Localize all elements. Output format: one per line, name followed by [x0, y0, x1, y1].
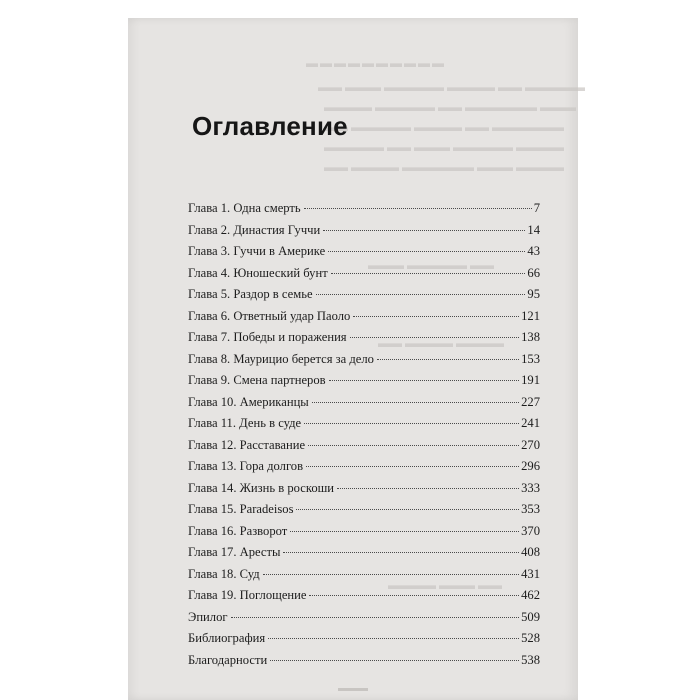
dot-leader	[263, 574, 519, 575]
table-of-contents	[188, 198, 540, 671]
toc-entry-page-number: 528	[521, 631, 540, 645]
dot-leader	[312, 402, 519, 403]
toc-entry-title: Глава 16. Разворот	[188, 523, 288, 538]
toc-entry-page-number: 43	[527, 244, 540, 258]
toc-entry-title: Глава 4. Юношеский бунт	[188, 265, 328, 280]
dot-leader	[353, 316, 519, 317]
toc-entry-title: Глава 10. Американцы	[188, 394, 309, 409]
toc-entry-title: Глава 7. Победы и поражения	[188, 330, 347, 344]
toc-entry-page-number: 333	[521, 480, 540, 495]
toc-entry-page-number: 138	[521, 330, 540, 344]
toc-entry	[188, 284, 540, 306]
toc-entry-title: Глава 13. Гора долгов	[188, 459, 304, 473]
toc-entry-title: Глава 9. Смена партнеров	[188, 373, 326, 387]
toc-entry	[188, 220, 540, 242]
toc-entry-page-number: 14	[527, 222, 540, 237]
dot-leader	[331, 273, 526, 274]
dot-leader	[337, 488, 519, 489]
dot-leader	[308, 445, 519, 446]
toc-entry	[188, 542, 540, 564]
toc-entry-page-number: 462	[521, 588, 540, 602]
dot-leader	[329, 380, 520, 381]
toc-entry	[188, 413, 540, 435]
toc-entry-page-number: 7	[533, 201, 540, 215]
toc-entry-title: Глава 3. Гуччи в Америке	[188, 244, 326, 258]
show-through-text: ▬▬▬▬▬▬▬▬▬▬ ▬▬ ▬▬▬ ▬▬▬▬▬ ▬▬▬▬ ▬▬ ▬▬▬▬▬ ▬▬▬▬ ▬▬▬▬▬ ▬▬ ▬▬▬▬▬▬ ▬▬▬ ▬▬ ▬▬▬▬▬ ▬▬▬▬ ▬▬ ▬▬▬▬▬▬ ▬▬▬▬▬ ▬▬ ▬▬▬ ▬▬▬▬▬ ▬▬▬▬ ▬▬ ▬▬▬▬ ▬▬▬▬▬▬ ▬▬▬ ▬▬▬▬ ▬▬▬ ▬▬▬▬▬ ▬▬ ▬▬ ▬▬▬▬ ▬▬▬▬ ▬▬▬▬ ▬▬▬ ▬▬	[306, 56, 585, 592]
toc-entry-title: Глава 6. Ответный удар Паоло	[188, 308, 351, 323]
toc-entry-page-number: 227	[521, 394, 540, 409]
toc-entry-title: Библиография	[188, 631, 266, 645]
toc-entry-page-number: 431	[521, 566, 540, 581]
toc-entry-title: Эпилог	[188, 609, 228, 624]
toc-entry	[188, 521, 540, 543]
toc-entry-page-number: 370	[521, 523, 540, 538]
toc-entry-page-number: 353	[521, 502, 540, 516]
toc-entry-title: Благодарности	[188, 652, 268, 667]
page-title: Оглавление	[192, 111, 348, 141]
toc-entry-title: Глава 12. Расставание	[188, 437, 306, 452]
dot-leader	[328, 251, 525, 252]
dot-leader	[304, 423, 519, 424]
dot-leader	[296, 509, 519, 510]
toc-entry	[188, 198, 540, 220]
dot-leader	[323, 230, 525, 231]
toc-entry-title: Глава 1. Одна смерть	[188, 201, 301, 215]
toc-entry	[188, 650, 540, 672]
dot-leader	[290, 531, 519, 532]
book-page	[128, 18, 585, 700]
dot-leader	[304, 208, 532, 209]
toc-entry	[188, 585, 540, 607]
toc-entry	[188, 456, 540, 478]
toc-entry	[188, 628, 540, 650]
toc-entry-page-number: 509	[521, 609, 540, 624]
toc-entry	[188, 306, 540, 328]
toc-entry-page-number: 191	[521, 373, 540, 387]
dot-leader	[377, 359, 519, 360]
dot-leader	[309, 595, 519, 596]
toc-entry	[188, 607, 540, 629]
dot-leader	[231, 617, 520, 618]
toc-entry-title: Глава 14. Жизнь в роскоши	[188, 480, 335, 495]
toc-entry	[188, 499, 540, 521]
toc-entry-title: Глава 2. Династия Гуччи	[188, 222, 321, 237]
toc-entry	[188, 263, 540, 285]
toc-entry	[188, 478, 540, 500]
toc-entry-page-number: 270	[521, 437, 540, 452]
toc-entry-page-number: 66	[527, 265, 540, 280]
toc-entry-title: Глава 11. День в суде	[188, 416, 302, 430]
toc-entry	[188, 564, 540, 586]
toc-entry	[188, 392, 540, 414]
toc-entry-page-number: 241	[521, 416, 540, 430]
toc-entry-title: Глава 17. Аресты	[188, 545, 281, 559]
toc-entry	[188, 241, 540, 263]
toc-entry	[188, 370, 540, 392]
toc-entry-title: Глава 18. Суд	[188, 566, 260, 581]
toc-entry-title: Глава 19. Поглощение	[188, 588, 307, 602]
toc-entry	[188, 349, 540, 371]
toc-entry	[188, 435, 540, 457]
toc-entry-title: Глава 8. Маурицио берется за дело	[188, 351, 374, 366]
show-through-page-number: ▬▬▬	[338, 683, 368, 694]
toc-entry-title: Глава 15. Paradeisos	[188, 502, 294, 516]
toc-entry-page-number: 121	[521, 308, 540, 323]
dot-leader	[283, 552, 519, 553]
dot-leader	[268, 638, 519, 639]
toc-entry-page-number: 95	[527, 287, 540, 301]
toc-entry	[188, 327, 540, 349]
toc-entry-page-number: 538	[521, 652, 540, 667]
dot-leader	[306, 466, 519, 467]
toc-entry-page-number: 296	[521, 459, 540, 473]
toc-entry-page-number: 408	[521, 545, 540, 559]
toc-entry-title: Глава 5. Раздор в семье	[188, 287, 313, 301]
dot-leader	[350, 337, 520, 338]
dot-leader	[270, 660, 519, 661]
dot-leader	[316, 294, 526, 295]
toc-entry-page-number: 153	[521, 351, 540, 366]
